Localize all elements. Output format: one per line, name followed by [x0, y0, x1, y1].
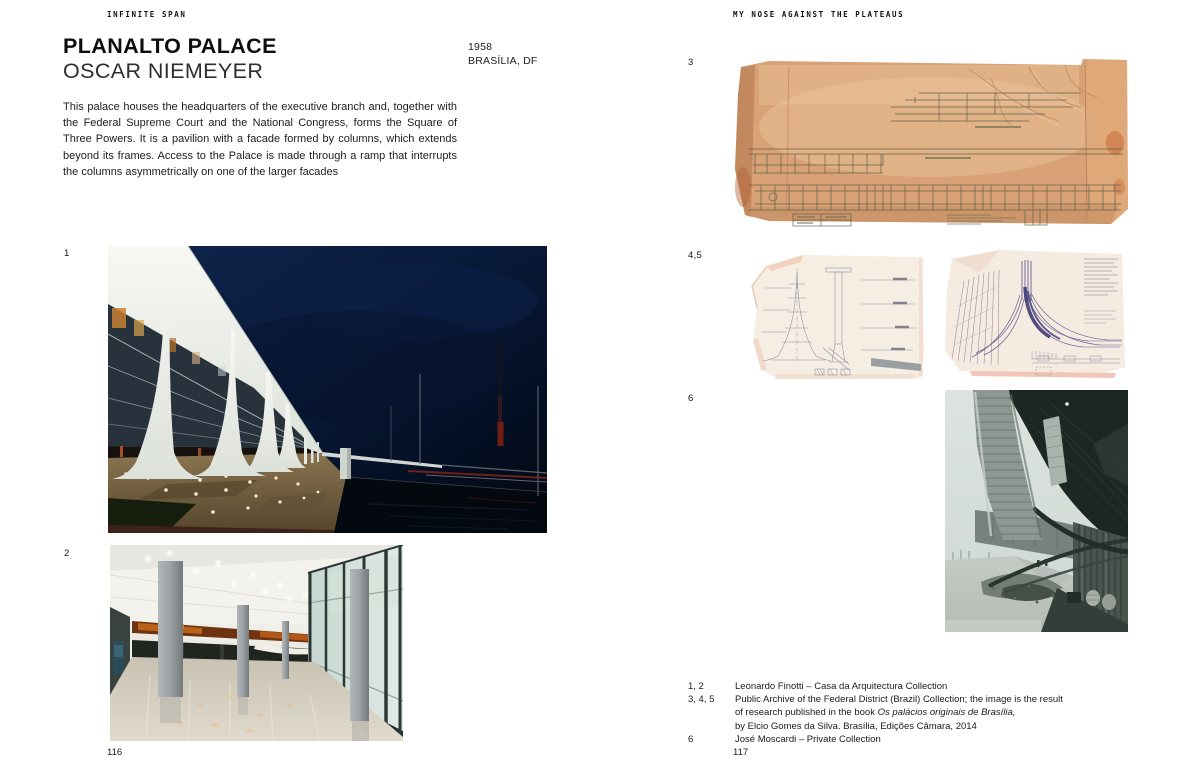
project-year: 1958: [468, 41, 493, 53]
page-number-right: 117: [733, 747, 749, 758]
credit-line: of research published in the book: [735, 707, 878, 719]
running-header-right: MY NOSE AGAINST THE PLATEAUS: [733, 10, 905, 19]
figure-2-photo-interior-hall: [110, 545, 403, 741]
credit-ref: 1, 2: [688, 681, 704, 692]
credit-line: by Elcio Gomes da Silva. Brasília, Edições Câmara, 2014: [735, 720, 977, 732]
construction-photo-illustration: [945, 390, 1128, 632]
credit-text: José Moscardi – Private Collection: [735, 733, 881, 745]
figure-6-photo-construction: [945, 390, 1128, 632]
figure-1-photo-night-facade: [108, 246, 547, 533]
credit-row: [688, 693, 1140, 733]
tracing-paper-illustration: [729, 57, 1133, 232]
credit-book-title: Os palácios originais de Brasília,: [877, 707, 1016, 719]
credit-row: [688, 680, 1140, 693]
credit-text: [735, 693, 1140, 733]
column-profile-illustration: [745, 252, 927, 382]
image-credits: [688, 680, 1140, 746]
figure-3-label: 3: [688, 57, 694, 68]
credit-row: [688, 733, 1140, 746]
project-description: This palace houses the headquarters of the executive branch and, together with the Federal Supreme Court and the National Congress, forms the Square of Three Powers. It is a pavilion with a facade formed by columns, which extends beyond its frames. Access to the Palace is made through a ramp that interrupts the columns asymmetrically on one of the larger facades: [63, 101, 457, 178]
interior-hall-illustration: [110, 545, 403, 741]
column-curves-illustration: [936, 247, 1128, 379]
figure-1-label: 1: [64, 248, 70, 259]
architect-name: OSCAR NIEMEYER: [63, 59, 264, 83]
figure-4-drawing-column-profile: [745, 252, 927, 382]
figure-5-drawing-column-curves: [936, 247, 1128, 379]
project-location: BRASÍLIA, DF: [468, 55, 538, 67]
figure-2-label: 2: [64, 548, 70, 559]
figure-3-drawing-tracing-paper: [729, 57, 1133, 232]
running-header-left: INFINITE SPAN: [107, 10, 187, 19]
figure-4-5-label: 4,5: [688, 250, 703, 261]
credit-text: Leonardo Finotti – Casa da Arquitectura Collection: [735, 681, 948, 692]
page-number-left: 116: [107, 747, 123, 758]
figure-6-label: 6: [688, 393, 694, 404]
credit-ref: 3, 4, 5: [688, 694, 715, 706]
project-meta: [468, 40, 538, 68]
credit-line: Public Archive of the Federal District (Brazil) Collection; the image is the result: [735, 694, 1063, 706]
project-title: PLANALTO PALACE: [63, 34, 277, 58]
credit-ref: 6: [688, 733, 694, 745]
night-facade-illustration: [108, 246, 547, 533]
